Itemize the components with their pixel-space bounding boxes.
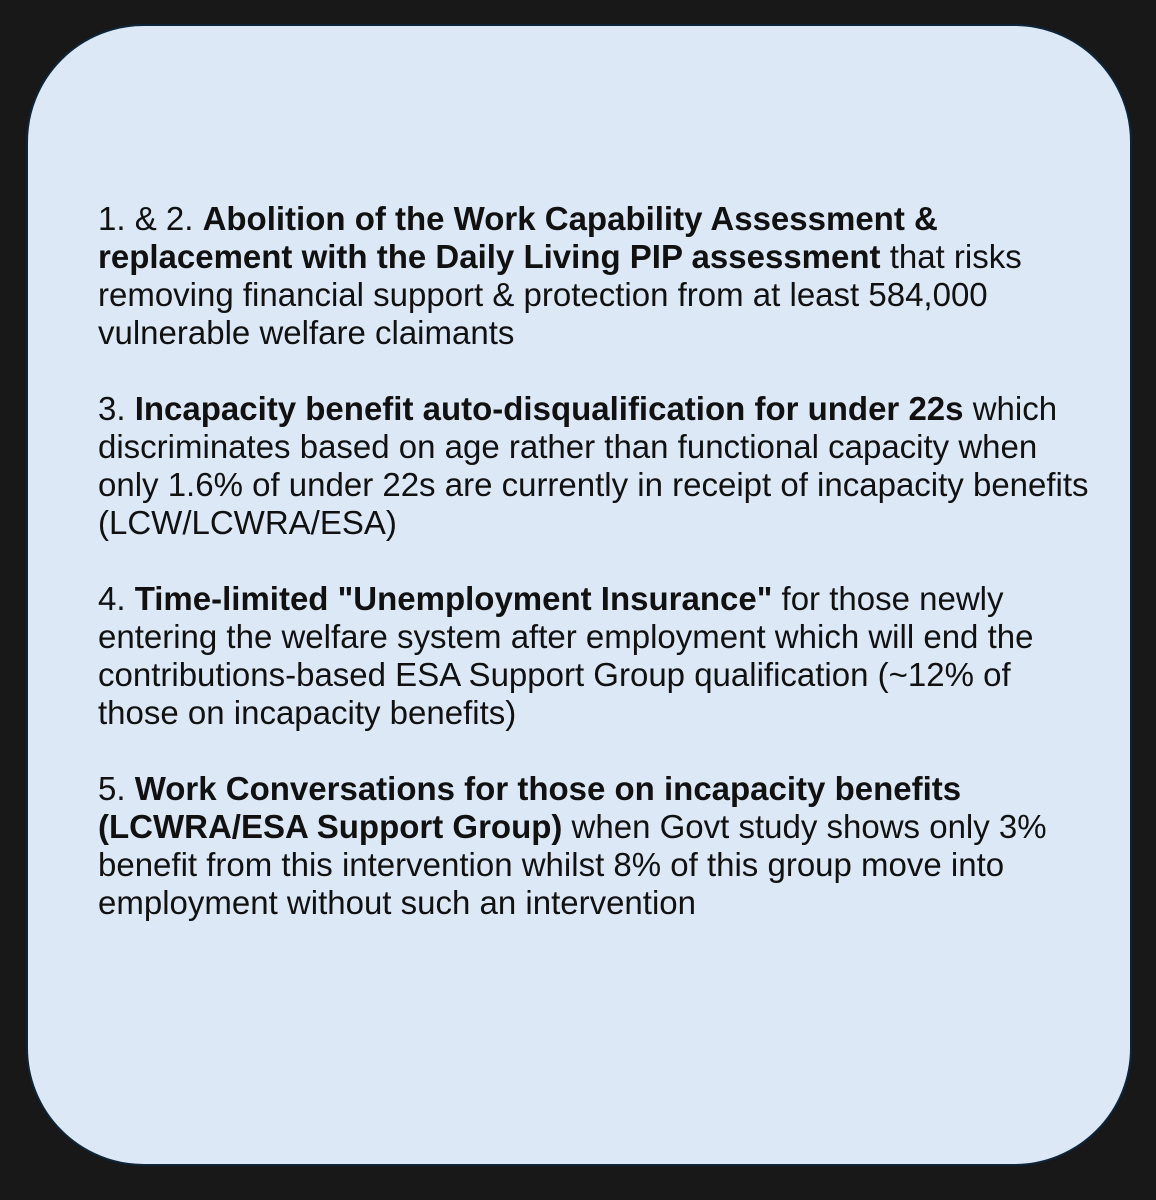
item-bold-text: Work Conversations for those on incapacity benefits (LCWRA/ESA Support Group) (98, 770, 962, 845)
item-number: 3. (98, 390, 126, 427)
item-number: 4. (98, 580, 126, 617)
list-item (98, 770, 1098, 922)
item-bold-text: Abolition of the Work Capability Assessment & replacement with the Daily Living PIP assessment (98, 200, 938, 275)
list-item (98, 200, 1098, 352)
item-text: for those newly entering the welfare system after employment which will end the contributions-based ESA Support Group qualification (~12% of those on incapacity benefits) (98, 580, 1034, 731)
item-bold-text: Incapacity benefit auto-disqualification for under 22s (134, 390, 964, 427)
item-text: that risks removing financial support & protection from at least 584,000 vulnerable welfare claimants (98, 238, 1022, 351)
item-number: 1. & 2. (98, 200, 194, 237)
list-item (98, 390, 1098, 542)
list-item (98, 580, 1098, 732)
item-text: when Govt study shows only 3% benefit from this intervention whilst 8% of this group move into employment without such an intervention (98, 808, 1047, 921)
content-card (26, 24, 1132, 1166)
item-list (98, 200, 1098, 960)
item-text: which discriminates based on age rather than functional capacity when only 1.6% of under 22s are currently in receipt of incapacity benefits (LCW/LCWRA/ESA) (98, 390, 1089, 541)
item-number: 5. (98, 770, 126, 807)
item-bold-text: Time-limited "Unemployment Insurance" (134, 580, 773, 617)
